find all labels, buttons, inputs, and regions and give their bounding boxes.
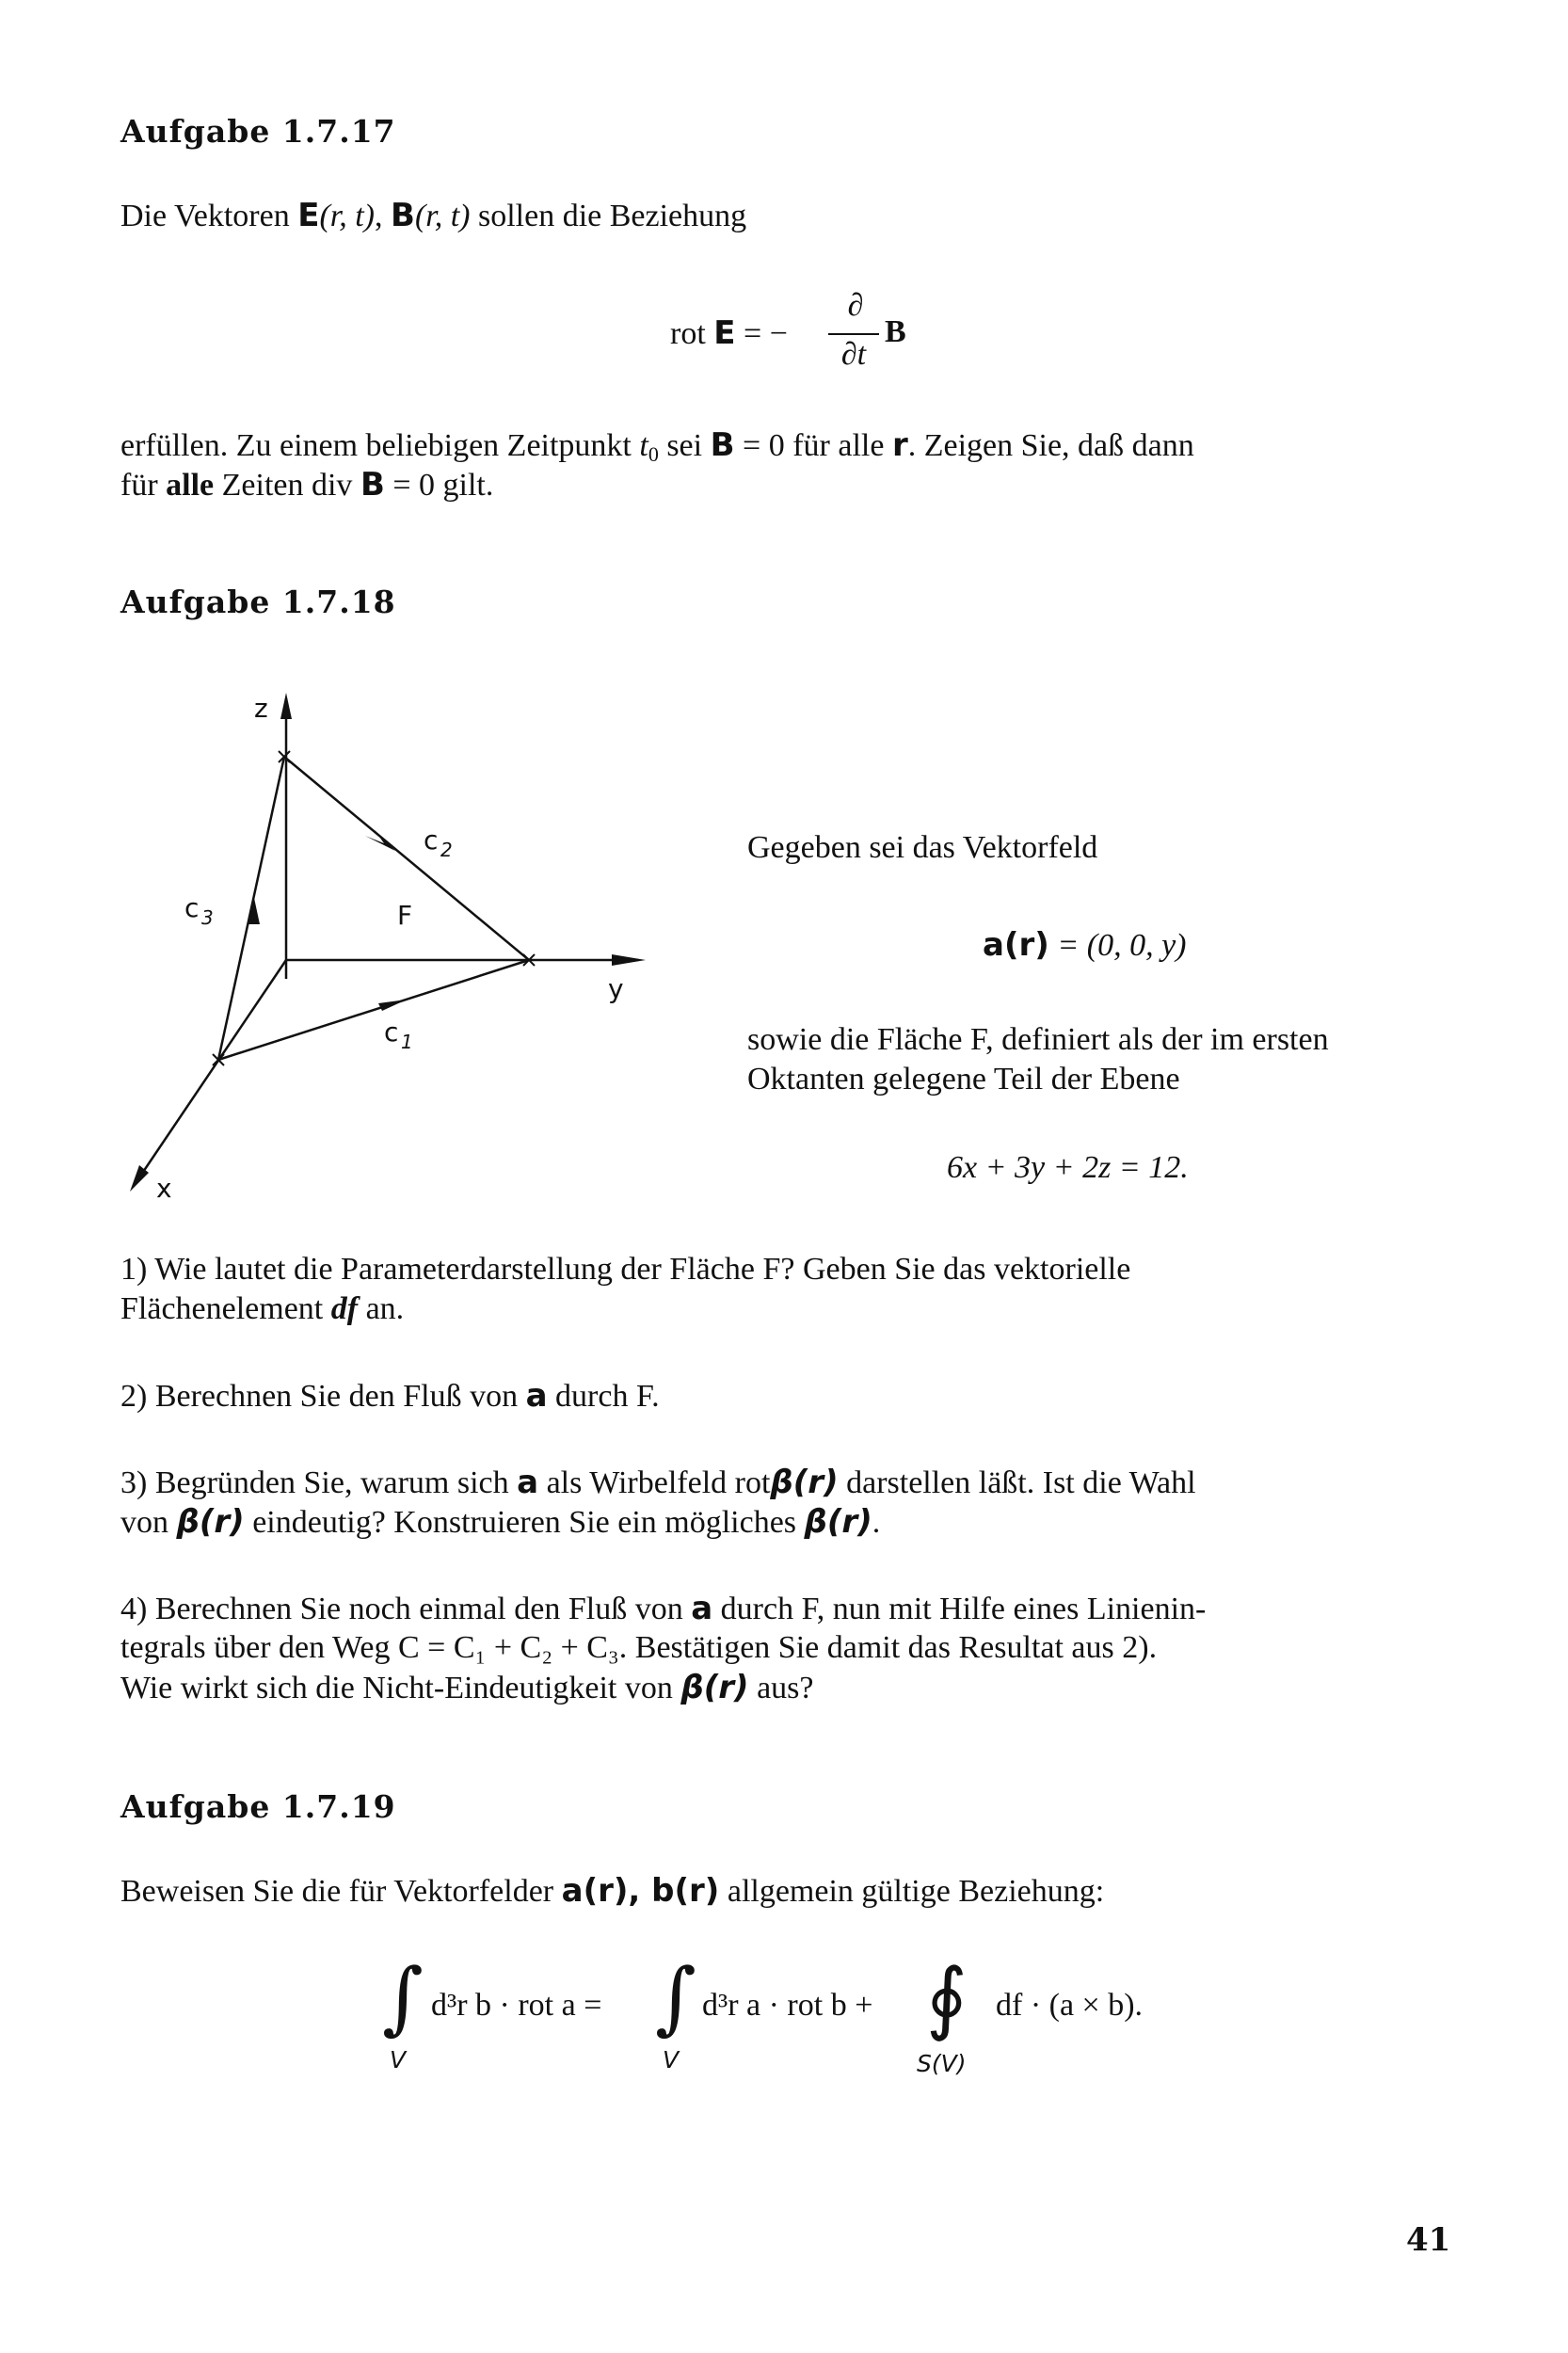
q4-text-c: Wie wirkt sich die Nicht-Eindeutigkeit von xyxy=(120,1671,673,1705)
question-1-line2 xyxy=(120,1289,404,1329)
line1-vector-B: B xyxy=(710,426,735,464)
q1-flaechenelement: Flächenelement xyxy=(120,1291,324,1326)
question-3-line2 xyxy=(120,1502,880,1543)
paragraph-19 xyxy=(120,1871,1104,1912)
question-4-line2: tegrals über den Weg C = C₁ + C₂ + C₃. Bestätigen Sie damit das Resultat aus 2). xyxy=(120,1630,1158,1665)
q1-df: df xyxy=(330,1291,359,1326)
question-3-line1 xyxy=(120,1463,1196,1503)
line1-eq: = 0 für alle xyxy=(743,428,885,463)
heading-aufgabe-1-7-19: Aufgabe 1.7.19 xyxy=(120,1788,396,1825)
fraction-bar xyxy=(828,333,879,335)
equation-rot-E xyxy=(670,314,788,352)
q3-text-a: 3) Begründen Sie, warum sich xyxy=(120,1465,509,1500)
q4-text-b: durch F, nun mit Hilfe eines Linienin- xyxy=(720,1592,1207,1626)
field-vec-a: a xyxy=(983,926,1004,964)
paragraph-line2-17 xyxy=(120,465,493,505)
contour-integral-domain: S(V) xyxy=(917,2050,967,2077)
label-c3: c xyxy=(184,892,200,923)
line1-sei: sei xyxy=(666,428,703,463)
z-arrowhead xyxy=(280,693,292,719)
question-2 xyxy=(120,1376,660,1417)
t0-sub: 0 xyxy=(648,442,659,466)
integral-term-3: df · (a × b). xyxy=(996,1988,1144,2023)
intro-end: sollen die Beziehung xyxy=(478,199,747,233)
line2-div: Zeiten div xyxy=(221,468,353,503)
heading-aufgabe-1-7-17: Aufgabe 1.7.17 xyxy=(120,113,396,150)
contour-integral: ∮ xyxy=(926,1951,968,2043)
c2-arrowhead xyxy=(365,830,395,851)
eq-numerator: ∂ xyxy=(847,288,864,323)
label-c2: c xyxy=(424,824,439,856)
text-19-vectors: a(r), b(r) xyxy=(561,1872,720,1910)
vector-E: E xyxy=(297,197,320,234)
question-4-line1 xyxy=(120,1589,1206,1629)
eq-rot: rot xyxy=(670,316,706,351)
integral-term-1: d³r b · rot a = xyxy=(431,1988,602,2023)
q4-vec-a: a xyxy=(691,1590,713,1627)
integral-1: ∫ xyxy=(382,1951,424,2043)
q2-text: 2) Berechnen Sie den Fluß von xyxy=(120,1379,519,1414)
field-arg: (r) xyxy=(1003,926,1049,964)
plane-equation: 6x + 3y + 2z = 12. xyxy=(947,1150,1189,1185)
integral-term-2: d³r a · rot b + xyxy=(702,1988,873,2023)
line1-end: . Zeigen Sie, daß dann xyxy=(907,428,1194,463)
q1-an: an. xyxy=(365,1291,405,1326)
text-19-b: allgemein gültige Beziehung: xyxy=(727,1874,1105,1909)
given-field-text: Gegeben sei das Vektorfeld xyxy=(747,830,1098,865)
q3-beta-2: β(r) xyxy=(176,1503,245,1541)
c1-arrowhead xyxy=(378,1000,407,1011)
surface-line2: Oktanten gelegene Teil der Ebene xyxy=(747,1062,1180,1096)
line2-vector-B: B xyxy=(360,466,385,504)
q3-text-d: eindeutig? Konstruieren Sie ein mögliches xyxy=(252,1505,797,1540)
integral-1-domain: V xyxy=(390,2046,407,2073)
question-1-line1: 1) Wie lautet die Parameterdarstellung der Fläche F? Geben Sie das vektorielle xyxy=(120,1252,1131,1287)
line2-alle: alle xyxy=(166,468,215,503)
label-c1: c xyxy=(384,1016,399,1048)
line2-fuer: für xyxy=(120,468,158,503)
y-arrowhead xyxy=(612,954,646,966)
line2-end: = 0 gilt. xyxy=(392,468,494,503)
label-x: x xyxy=(156,1173,172,1204)
eq-sign: = − xyxy=(744,316,788,351)
label-F: F xyxy=(397,900,413,931)
args-E: (r, t) xyxy=(319,199,376,233)
q3-text-c: darstellen läßt. Ist die Wahl xyxy=(846,1465,1196,1500)
line1-vector-r: r xyxy=(891,426,908,464)
label-c2-sub: 2 xyxy=(440,839,453,861)
q2-vec-a: a xyxy=(525,1377,548,1415)
text-19-a: Beweisen Sie die für Vektorfelder xyxy=(120,1874,554,1909)
field-rhs: = (0, 0, y) xyxy=(1057,928,1187,963)
q3-vec-a: a xyxy=(517,1464,539,1501)
integral-2: ∫ xyxy=(655,1951,696,2043)
path-c1 xyxy=(218,960,529,1060)
q4-beta: β(r) xyxy=(680,1669,749,1706)
intro-text: Die Vektoren xyxy=(120,199,290,233)
line1-text: erfüllen. Zu einem beliebigen Zeitpunkt xyxy=(120,428,632,463)
question-4-line3 xyxy=(120,1668,814,1708)
label-c3-sub: 3 xyxy=(201,906,214,929)
octant-plane-diagram xyxy=(113,678,678,1205)
surface-line1: sowie die Fläche F, definiert als der im ersten xyxy=(747,1022,1329,1057)
q3-beta-3: β(r) xyxy=(804,1503,872,1541)
label-c1-sub: 1 xyxy=(401,1031,413,1053)
paragraph-intro-17: Die Vektoren E(r, t), B(r, t) sollen die Beziehung xyxy=(120,197,747,234)
q3-von: von xyxy=(120,1505,168,1540)
field-equation xyxy=(983,926,1187,964)
eq-vector-B: B xyxy=(885,314,906,349)
q2-end: durch F. xyxy=(555,1379,660,1414)
x-axis xyxy=(134,960,286,1186)
args-B: (r, t) xyxy=(414,199,471,233)
integral-2-domain: V xyxy=(663,2046,680,2073)
label-z: z xyxy=(254,693,268,724)
heading-aufgabe-1-7-18: Aufgabe 1.7.18 xyxy=(120,584,396,620)
q3-beta-1: β(r) xyxy=(770,1464,839,1501)
vector-B: B xyxy=(391,197,415,234)
q3-period: . xyxy=(872,1505,881,1540)
q4-aus: aus? xyxy=(757,1671,814,1705)
t0: t xyxy=(639,428,648,463)
page-number: 41 xyxy=(1406,2221,1451,2259)
eq-denominator: ∂t xyxy=(840,337,867,372)
q3-text-b: als Wirbelfeld rot xyxy=(546,1465,771,1500)
label-y: y xyxy=(608,973,624,1004)
q4-text-a: 4) Berechnen Sie noch einmal den Fluß von xyxy=(120,1592,683,1626)
path-c3 xyxy=(218,757,284,1060)
eq-vector-E: E xyxy=(713,314,736,352)
